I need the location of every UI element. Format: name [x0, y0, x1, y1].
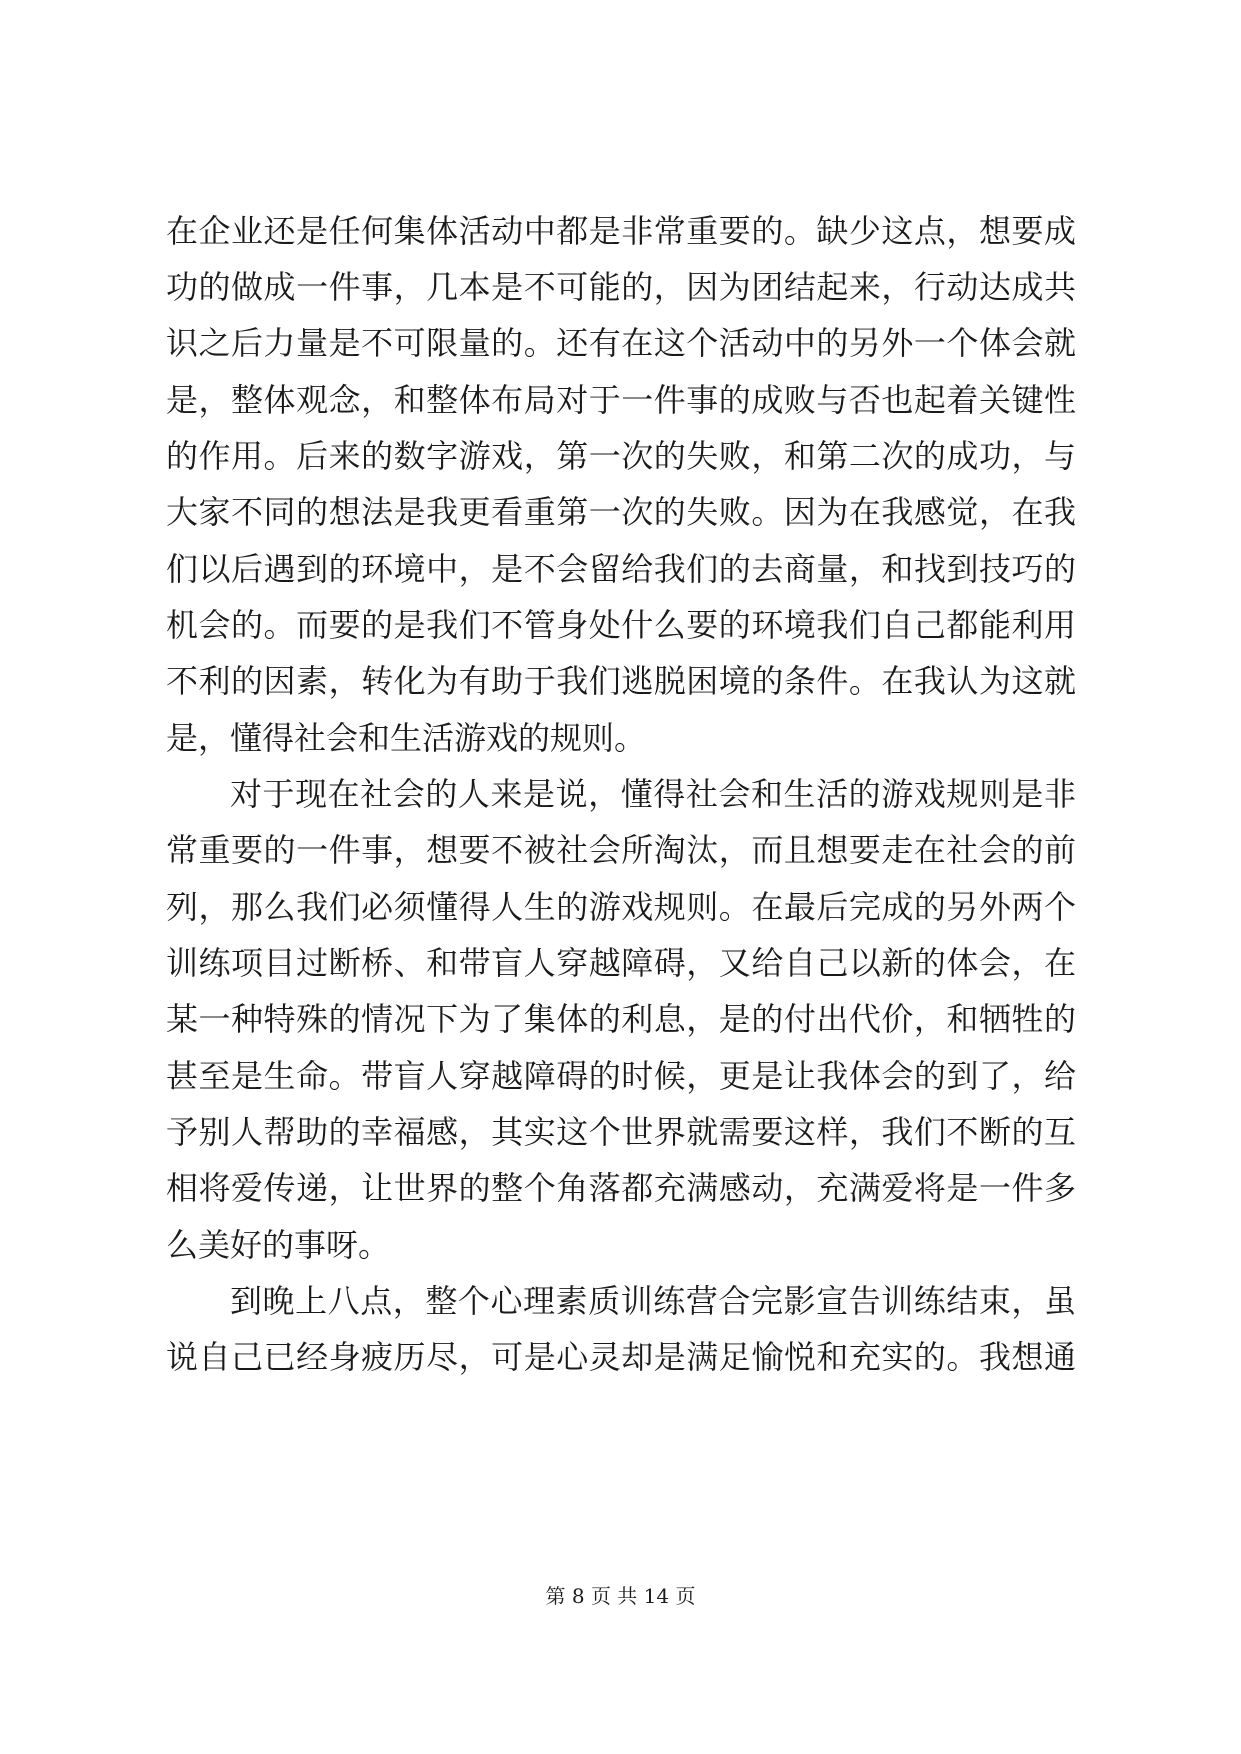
body-text-line: 说自己已经身疲历尽，可是心灵却是满足愉悦和充实的。我想通	[166, 1338, 1076, 1376]
body-text-line: 训练项目过断桥、和带盲人穿越障碍，又给自己以新的体会，在	[166, 944, 1076, 982]
body-text-line: 大家不同的想法是我更看重第一次的失败。因为在我感觉，在我	[166, 493, 1076, 531]
body-text-line: 在企业还是任何集体活动中都是非常重要的。缺少这点，想要成	[166, 212, 1076, 250]
body-text-line: 识之后力量是不可限量的。还有在这个活动中的另外一个体会就	[166, 324, 1076, 362]
page-number-footer: 第 8 页 共 14 页	[545, 1584, 696, 1608]
paragraph-first-line: 对于现在社会的人来是说，懂得社会和生活的游戏规则是非	[230, 775, 1076, 813]
body-text-line: 功的做成一件事，几本是不可能的，因为团结起来，行动达成共	[166, 268, 1076, 306]
body-text-line: 机会的。而要的是我们不管身处什么要的环境我们自己都能利用	[166, 606, 1076, 644]
body-text-line: 列，那么我们必须懂得人生的游戏规则。在最后完成的另外两个	[166, 888, 1076, 926]
body-text-line: 常重要的一件事，想要不被社会所淘汰，而且想要走在社会的前	[166, 831, 1076, 869]
body-text-line: 是，懂得社会和生活游戏的规则。	[166, 719, 647, 757]
body-text-line: 不利的因素，转化为有助于我们逃脱困境的条件。在我认为这就	[166, 662, 1076, 700]
paragraph-first-line: 到晚上八点，整个心理素质训练营合完影宣告训练结束，虽	[230, 1282, 1076, 1320]
body-text-line: 是，整体观念，和整体布局对于一件事的成败与否也起着关键性	[166, 381, 1076, 419]
body-text-line: 相将爱传递，让世界的整个角落都充满感动，充满爱将是一件多	[166, 1169, 1076, 1207]
body-text-line: 的作用。后来的数字游戏，第一次的失败，和第二次的成功，与	[166, 437, 1076, 475]
body-text-line: 们以后遇到的环境中，是不会留给我们的去商量，和找到技巧的	[166, 550, 1076, 588]
body-text-line: 甚至是生命。带盲人穿越障碍的时候，更是让我体会的到了，给	[166, 1057, 1076, 1095]
body-text-line: 么美好的事呀。	[166, 1226, 391, 1264]
body-text-line: 某一种特殊的情况下为了集体的利息，是的付出代价，和牺牲的	[166, 1000, 1076, 1038]
body-text-line: 予别人帮助的幸福感，其实这个世界就需要这样，我们不断的互	[166, 1113, 1076, 1151]
